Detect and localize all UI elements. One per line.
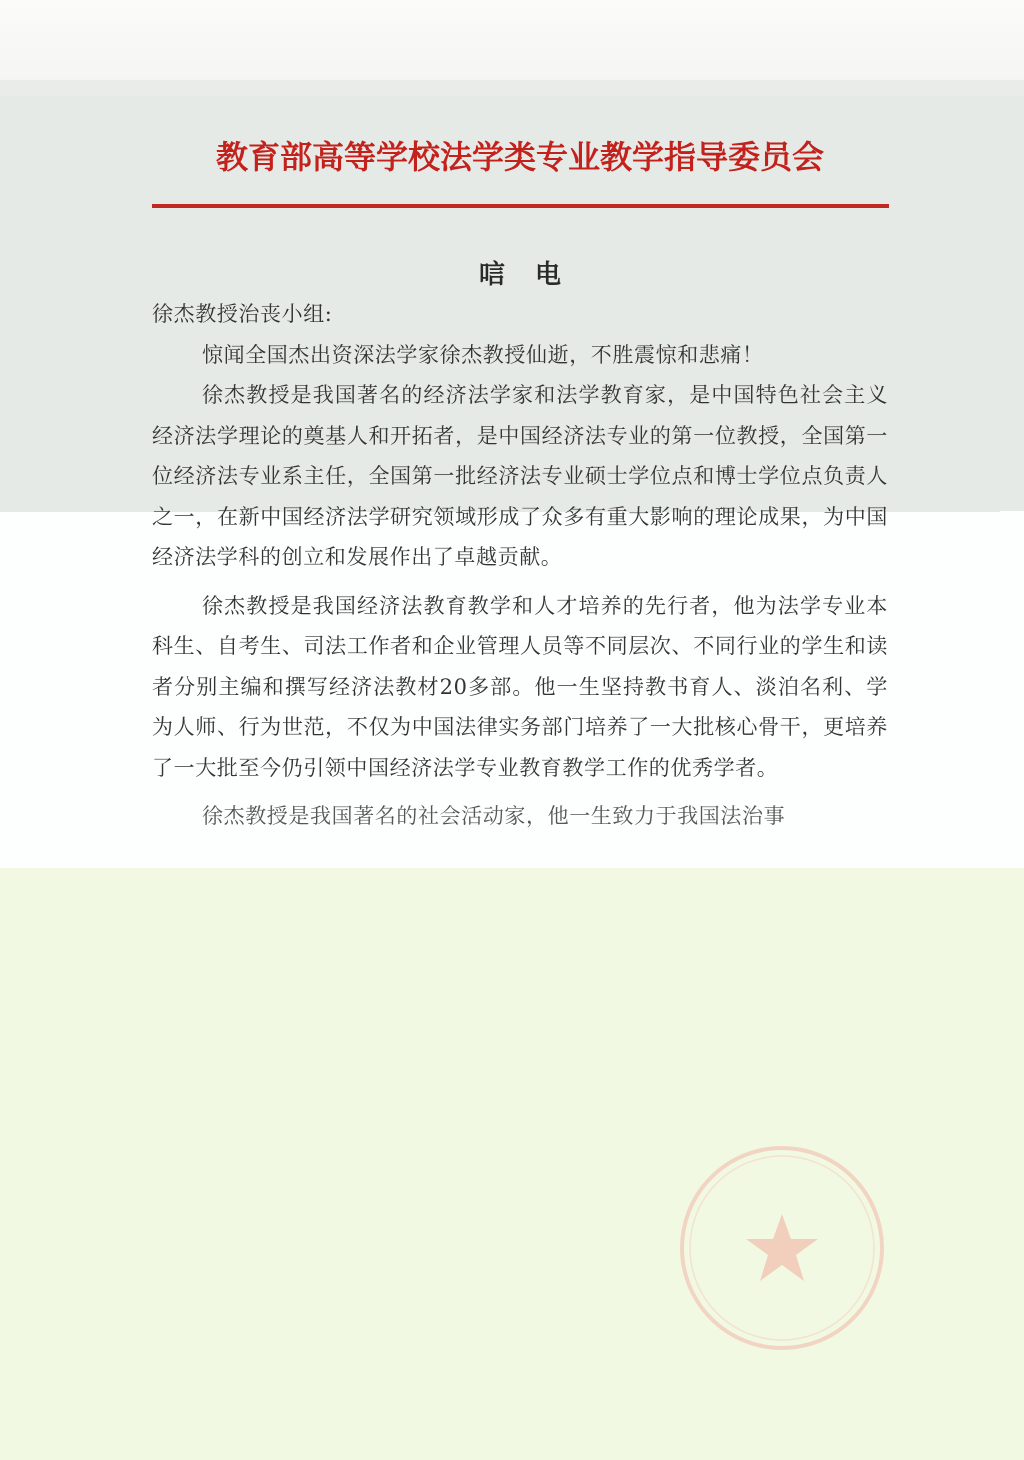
paragraph: 徐杰教授是我国著名的经济法学家和法学教育家，是中国特色社会主义经济法学理论的奠基人和开拓者，是中国经济法专业的第一位教授，全国第一位经济法专业系主任，全国第一批经济法专业硕士学位点和博士学位点负责人之一，在新中国经济法学研究领域形成了众多有重大影响的理论成果，为中国经济法学科的创立和发展作出了卓越贡献。 xyxy=(152,383,888,569)
document-title-part1: 唁 xyxy=(478,260,505,290)
paragraph: 惊闻全国杰出资深法学家徐杰教授仙逝，不胜震惊和悲痛！ xyxy=(202,342,764,367)
paragraph: 徐杰教授是我国经济法教育教学和人才培养的先行者，他为法学专业本科生、自考生、司法工作者和企业管理人员等不同层次、不同行业的学生和读者分别主编和撰写经济法教材20多部。他一生坚持教书育人、淡泊名利、学为人师、行为世范，不仅为中国法律实务部门培养了一大批核心骨干，更培养了一大批至今仍引领中国经济法学专业教育教学工作的优秀学者。 xyxy=(152,593,888,780)
salutation: 徐杰教授治丧小组: xyxy=(152,302,333,326)
top-band-notch xyxy=(0,80,1024,96)
document-title xyxy=(150,254,890,291)
document-title-part2: 电 xyxy=(535,260,562,290)
letterhead-rule xyxy=(152,204,889,208)
paragraph: 徐杰教授是我国著名的社会活动家，他一生致力于我国法治事 xyxy=(202,804,786,828)
top-band xyxy=(0,0,1024,96)
document-body xyxy=(152,294,888,837)
star-seal-icon xyxy=(676,1142,888,1354)
letterhead-org-name: 教育部高等学校法学类专业教学指导委员会 xyxy=(215,138,824,176)
